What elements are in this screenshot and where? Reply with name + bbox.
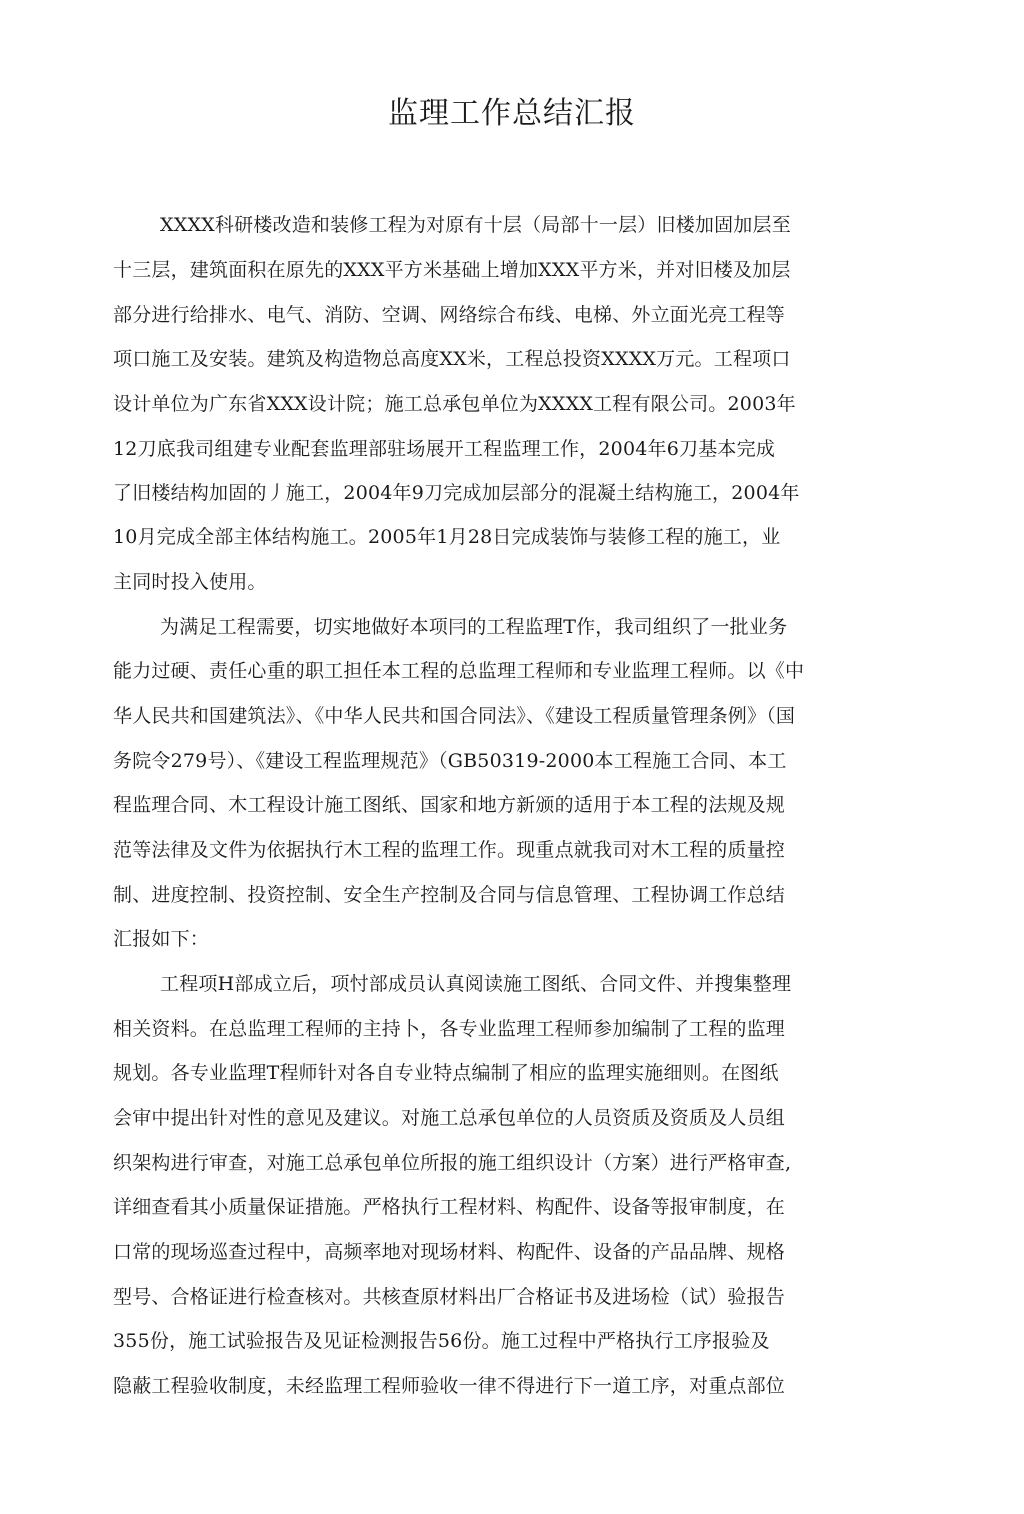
paragraph-2-line: 汇报如下： (113, 928, 210, 950)
paragraph-2-line: 为满足工程需要，切实地做好本项冃的工程监理T作，我司组织了一批业务 (160, 616, 788, 638)
paragraph-3-line: 详细查看其小质量保证措施。严格执行工程材料、构配件、设备等报审制度，在 (113, 1196, 786, 1218)
paragraph-2-line: 范等法律及文件为依据执行木工程的监理工作。现重点就我司对木工程的质量控 (113, 839, 786, 861)
paragraph-1-line: XXXX科研楼改造和装修工程为对原有十层（局部十一层）旧楼加固加层至 (160, 214, 791, 236)
paragraph-3-line: 工程项H部成立后，项忖部成员认真阅读施工图纸、合同文件、并搜集整理 (160, 973, 792, 995)
paragraph-3-line: 规划。各专业监理T程师针对各自专业特点编制了相应的监理实施细则。在图纸 (113, 1062, 779, 1084)
paragraph-2-line: 务院令279号）、《建设工程监理规范》（GB50319-2000本工程施工合同、本工 (113, 750, 787, 772)
paragraph-3-line: 口常的现场巡查过程中，高频率地对现场材料、构配件、设备的产品品牌、规格 (113, 1241, 786, 1263)
paragraph-1-line: 项口施工及安装。建筑及构造物总高度XX米，工程总投资XXXX万元。工程项口 (113, 348, 791, 370)
paragraph-2-line: 程监理合同、木工程设计施工图纸、国家和地方新颁的适用于本工程的法规及规 (113, 794, 786, 816)
paragraph-1-line: 部分进行给排水、电气、消防、空调、网络综合布线、电梯、外立面光亮工程等 (113, 304, 786, 326)
paragraph-3-line: 相关资料。在总监理工程师的主持卜，各专业监理工程师参加编制了工程的监理 (113, 1018, 786, 1040)
paragraph-3-line: 355份，施工试验报告及见证检测报告56份。施工过程中严格执行工序报验及 (113, 1330, 770, 1352)
paragraph-1-line: 设计单位为广东省XXX设计院；施工总承包单位为XXXX工程有限公司。2003年 (113, 393, 796, 415)
paragraph-3-line: 会审中提出针对性的意见及建议。对施工总承包单位的人员资质及资质及人员组 (113, 1107, 786, 1129)
paragraph-2-line: 能力过硬、责任心重的职工担任本工程的总监理工程师和专业监理工程师。以《中 (113, 660, 805, 682)
paragraph-1-line: 十三层，建筑面积在原先的XXX平方米基础上增加XXX平方米，并对旧楼及加层 (113, 259, 791, 281)
paragraph-2-line: 制、进度控制、投资控制、安全生产控制及合同与信息管理、工程协调工作总结 (113, 884, 786, 906)
paragraph-3-line: 织架构进行审查，对施工总承包单位所报的施工组织设计（方案）进行严格审查, (113, 1152, 792, 1174)
paragraph-3-line: 型号、合格证进行检查核对。共核查原材料出厂合格证书及进场检（试）验报告 (113, 1286, 786, 1308)
paragraph-2-line: 华人民共和国建筑法》、《中华人民共和国合同法》、《建设工程质量管理条例》（国 (113, 705, 796, 727)
paragraph-1-line: 主同时投入使用。 (113, 571, 267, 593)
paragraph-1-line: 12刀底我司组建专业配套监理部驻场展开工程监理工作，2004年6刀基本完成 (113, 438, 776, 460)
paragraph-1-line: 了旧楼结构加固的丿施工，2004年9刀完成加层部分的混凝土结构施工，2004年 (113, 482, 800, 504)
paragraph-1-line: 10月完成全部主体结构施工。2005年1月28日完成装饰与装修工程的施工，业 (113, 526, 781, 548)
paragraph-3-line: 隐蔽工程验收制度，未经监理工程师验收一律不得进行下一道工序，对重点部位 (113, 1375, 786, 1397)
document-title: 监理工作总结汇报 (388, 96, 636, 131)
